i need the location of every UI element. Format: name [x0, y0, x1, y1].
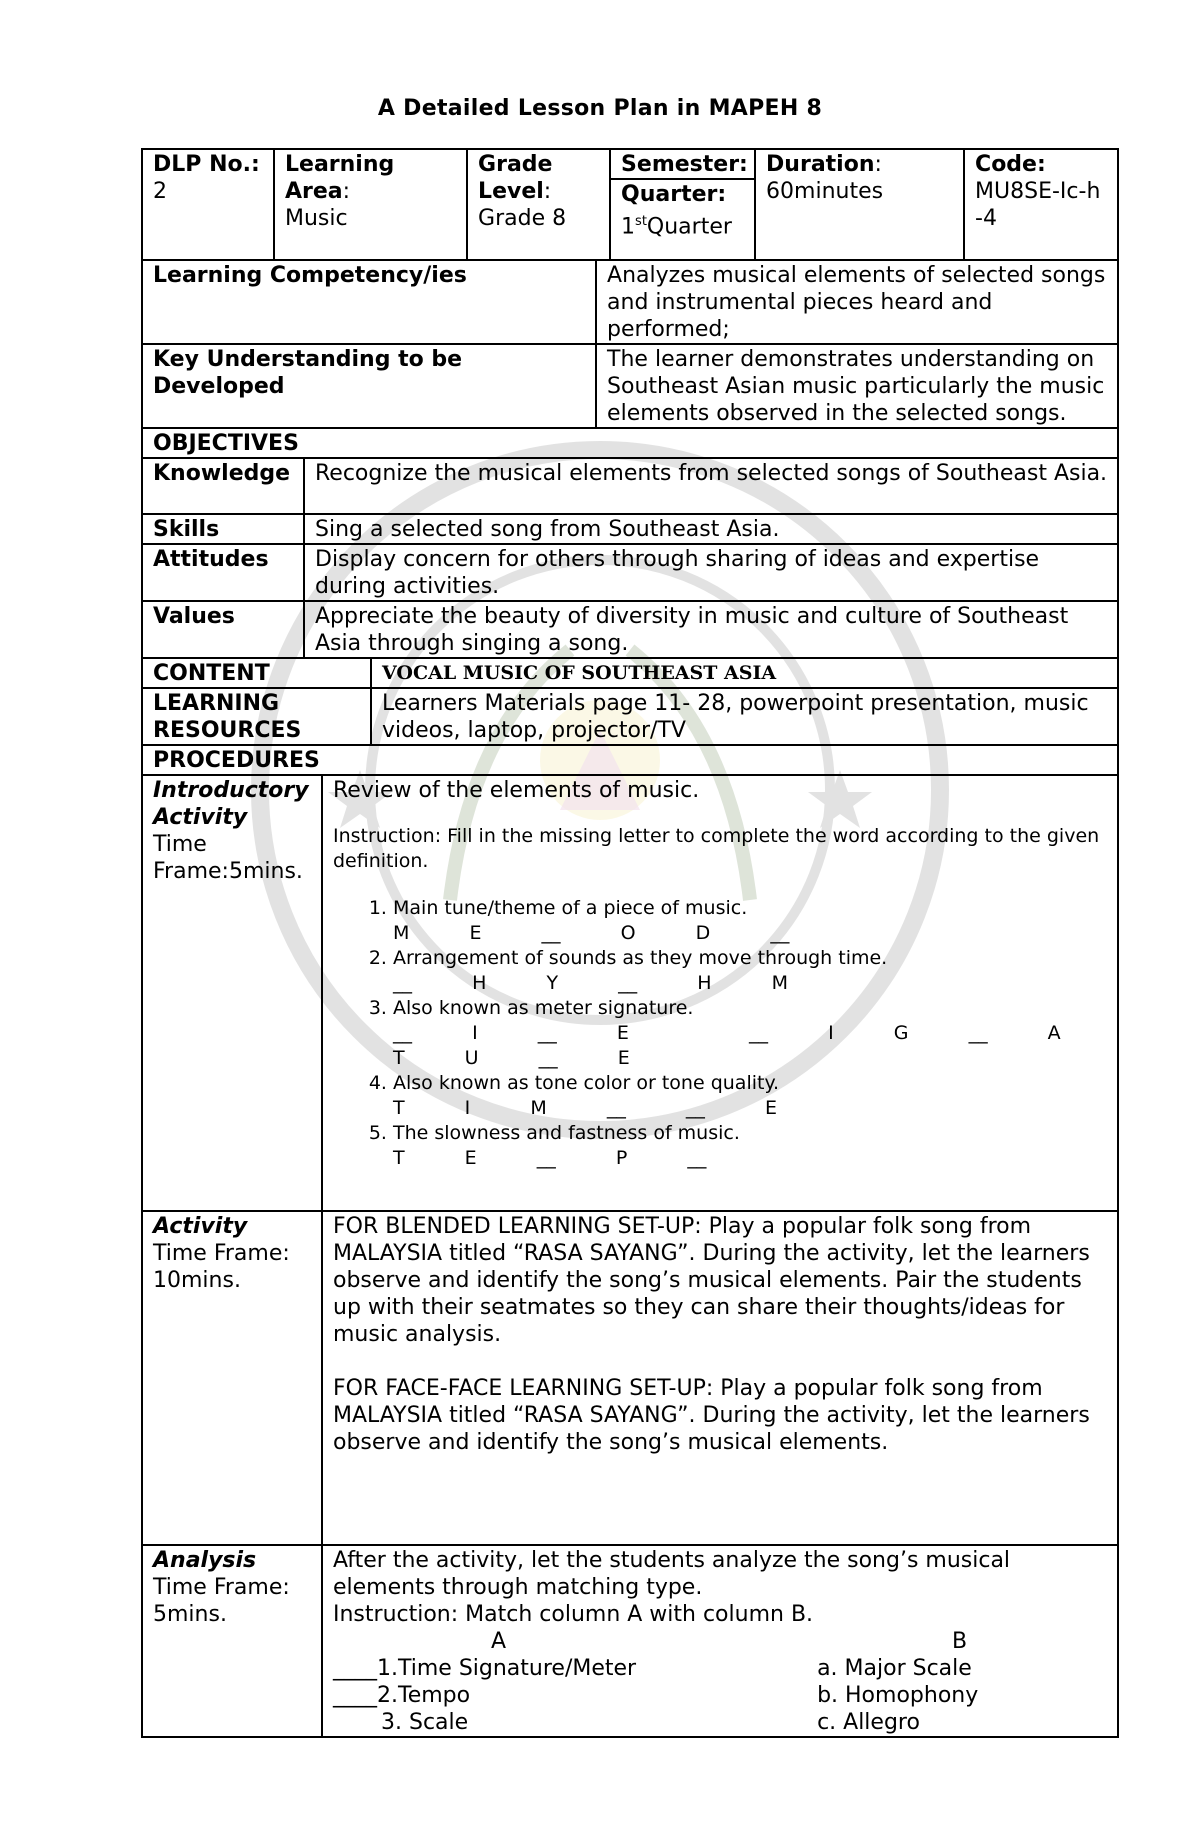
- list-item: 3. Also known as meter signature. __ I __ E __ I G __ A T U __ E: [393, 996, 1107, 1071]
- quarter-label: Quarter:: [621, 182, 727, 207]
- blank-answer-4: T I M __ __ E: [393, 1097, 778, 1119]
- learning-area-label: Learning Area: [285, 152, 395, 204]
- code-label: Code:: [975, 152, 1046, 177]
- duration-label: Duration: [766, 152, 875, 177]
- understanding-text: The learner demonstrates understanding on Southeast Asian music particularly the music elements observed in the selected songs.: [596, 344, 1118, 428]
- list-item: 4. Also known as tone color or tone quality. T I M __ __ E: [393, 1071, 1107, 1121]
- table-row: ____2.Tempo b. Homophony: [333, 1683, 979, 1708]
- activity-blended: FOR BLENDED LEARNING SET-UP: Play a popular folk song from MALAYSIA titled “RASA SAYANG”. During the activity, let the learners observe and identify the song’s musical elements. Pair the students up with their seatmates so they can share their thoughts/ideas for music analysis.: [333, 1214, 1090, 1347]
- dlp-cell: [142, 149, 274, 260]
- quarter-number: 1: [621, 214, 636, 240]
- competency-text: Analyzes musical elements of selected songs and instrumental pieces heard and performed;: [596, 260, 1118, 344]
- attitudes-label: Attitudes: [142, 544, 304, 601]
- duration-value: 60minutes: [766, 179, 884, 204]
- analysis-label-cell: [142, 1545, 322, 1737]
- skills-label: Skills: [142, 514, 304, 544]
- procedures-heading: PROCEDURES: [142, 745, 1118, 775]
- grade-value: Grade 8: [478, 206, 567, 231]
- activity-time-value: 10mins.: [153, 1268, 241, 1293]
- quarter-word: Quarter: [646, 214, 732, 240]
- blank-answer-3: __ I __ E __ I G __ A T U __ E: [393, 1022, 1121, 1069]
- fill-in-list: [333, 896, 1121, 1171]
- knowledge-text: Recognize the musical elements from selected songs of Southeast Asia.: [304, 458, 1118, 514]
- intro-content-cell: [322, 775, 1121, 1211]
- list-item: 5. The slowness and fastness of music. T E __ P __: [393, 1121, 1107, 1171]
- attitudes-text: Display concern for others through sharing of ideas and expertise during activities.: [304, 544, 1118, 601]
- analysis-intro: After the activity, let the students analyze the song’s musical elements through matching type.: [333, 1548, 1011, 1600]
- knowledge-label: Knowledge: [142, 458, 304, 514]
- page-title: A Detailed Lesson Plan in MAPEH 8: [377, 96, 823, 121]
- quarter-suffix: st: [635, 214, 647, 229]
- grade-cell: Grade Level: Grade 8: [467, 149, 610, 260]
- table-row: 3. Scale c. Allegro: [381, 1710, 920, 1735]
- analysis-time-value: 5mins.: [153, 1602, 227, 1627]
- values-label: Values: [142, 601, 304, 658]
- column-b-heading: B: [951, 1629, 968, 1654]
- objectives-heading: OBJECTIVES: [142, 428, 1118, 458]
- activity-content-cell: [322, 1211, 1118, 1545]
- understanding-label: Key Understanding to be Developed: [142, 344, 596, 428]
- activity-label-cell: [142, 1211, 322, 1545]
- intro-label-cell: [142, 775, 322, 1211]
- analysis-instruction: Instruction: Match column A with column B.: [333, 1602, 814, 1627]
- activity-face: FOR FACE-FACE LEARNING SET-UP: Play a popular folk song from MALAYSIA titled “RASA SAYANG”. During the activity, let the learners observe and identify the song’s musical elements.: [333, 1376, 1090, 1455]
- blank-answer-5: T E __ P __: [393, 1147, 707, 1169]
- content-label: CONTENT: [142, 658, 371, 688]
- intro-instruction: Instruction: Fill in the missing letter to complete the word according to the given definition.: [333, 825, 1100, 872]
- skills-text: Sing a selected song from Southeast Asia.: [304, 514, 1118, 544]
- intro-review: Review of the elements of music.: [333, 778, 700, 803]
- blank-answer-2: __ H Y __ H M: [393, 972, 788, 994]
- learning-area-value: Music: [285, 206, 348, 231]
- grade-label: Grade Level: [478, 152, 553, 204]
- analysis-label: Analysis: [153, 1548, 257, 1573]
- lesson-plan-table: [141, 148, 1121, 1738]
- list-item: 1. Main tune/theme of a piece of music. M E __ O D __: [393, 896, 1107, 946]
- blank-answer-1: M E __ O D __: [393, 922, 790, 944]
- resources-label: LEARNING RESOURCES: [142, 688, 371, 745]
- learning-area-cell: Learning Area: Music: [274, 149, 467, 260]
- resources-text: Learners Materials page 11- 28, powerpoint presentation, music videos, laptop, projector/TV: [371, 688, 1118, 745]
- dlp-value: 2: [153, 179, 167, 204]
- table-row: ____1.Time Signature/Meter a. Major Scale: [333, 1656, 972, 1681]
- intro-label: Introductory Activity: [153, 778, 309, 830]
- semester-label: Semester:: [611, 150, 754, 179]
- content-text: VOCAL MUSIC OF SOUTHEAST ASIA: [371, 658, 1118, 688]
- dlp-label: DLP No.:: [153, 152, 260, 177]
- semester-quarter-cell: [610, 149, 755, 260]
- competency-label: Learning Competency/ies: [142, 260, 596, 344]
- code-cell: [964, 149, 1118, 260]
- activity-label: Activity: [153, 1214, 248, 1239]
- values-text: Appreciate the beauty of diversity in music and culture of Southeast Asia through singing a song.: [304, 601, 1118, 658]
- code-value: MU8SE-Ic-h-4: [975, 179, 1101, 231]
- list-item: 2. Arrangement of sounds as they move through time. __ H Y __ H M: [393, 946, 1107, 996]
- analysis-time-label: Time Frame:: [153, 1575, 290, 1600]
- duration-cell: Duration: 60minutes: [755, 149, 964, 260]
- intro-time: Time Frame:5mins.: [153, 832, 303, 884]
- analysis-content-cell: [322, 1545, 1118, 1737]
- column-a-heading: A: [491, 1629, 507, 1654]
- activity-time-label: Time Frame:: [153, 1241, 290, 1266]
- matching-header: [333, 1628, 1107, 1655]
